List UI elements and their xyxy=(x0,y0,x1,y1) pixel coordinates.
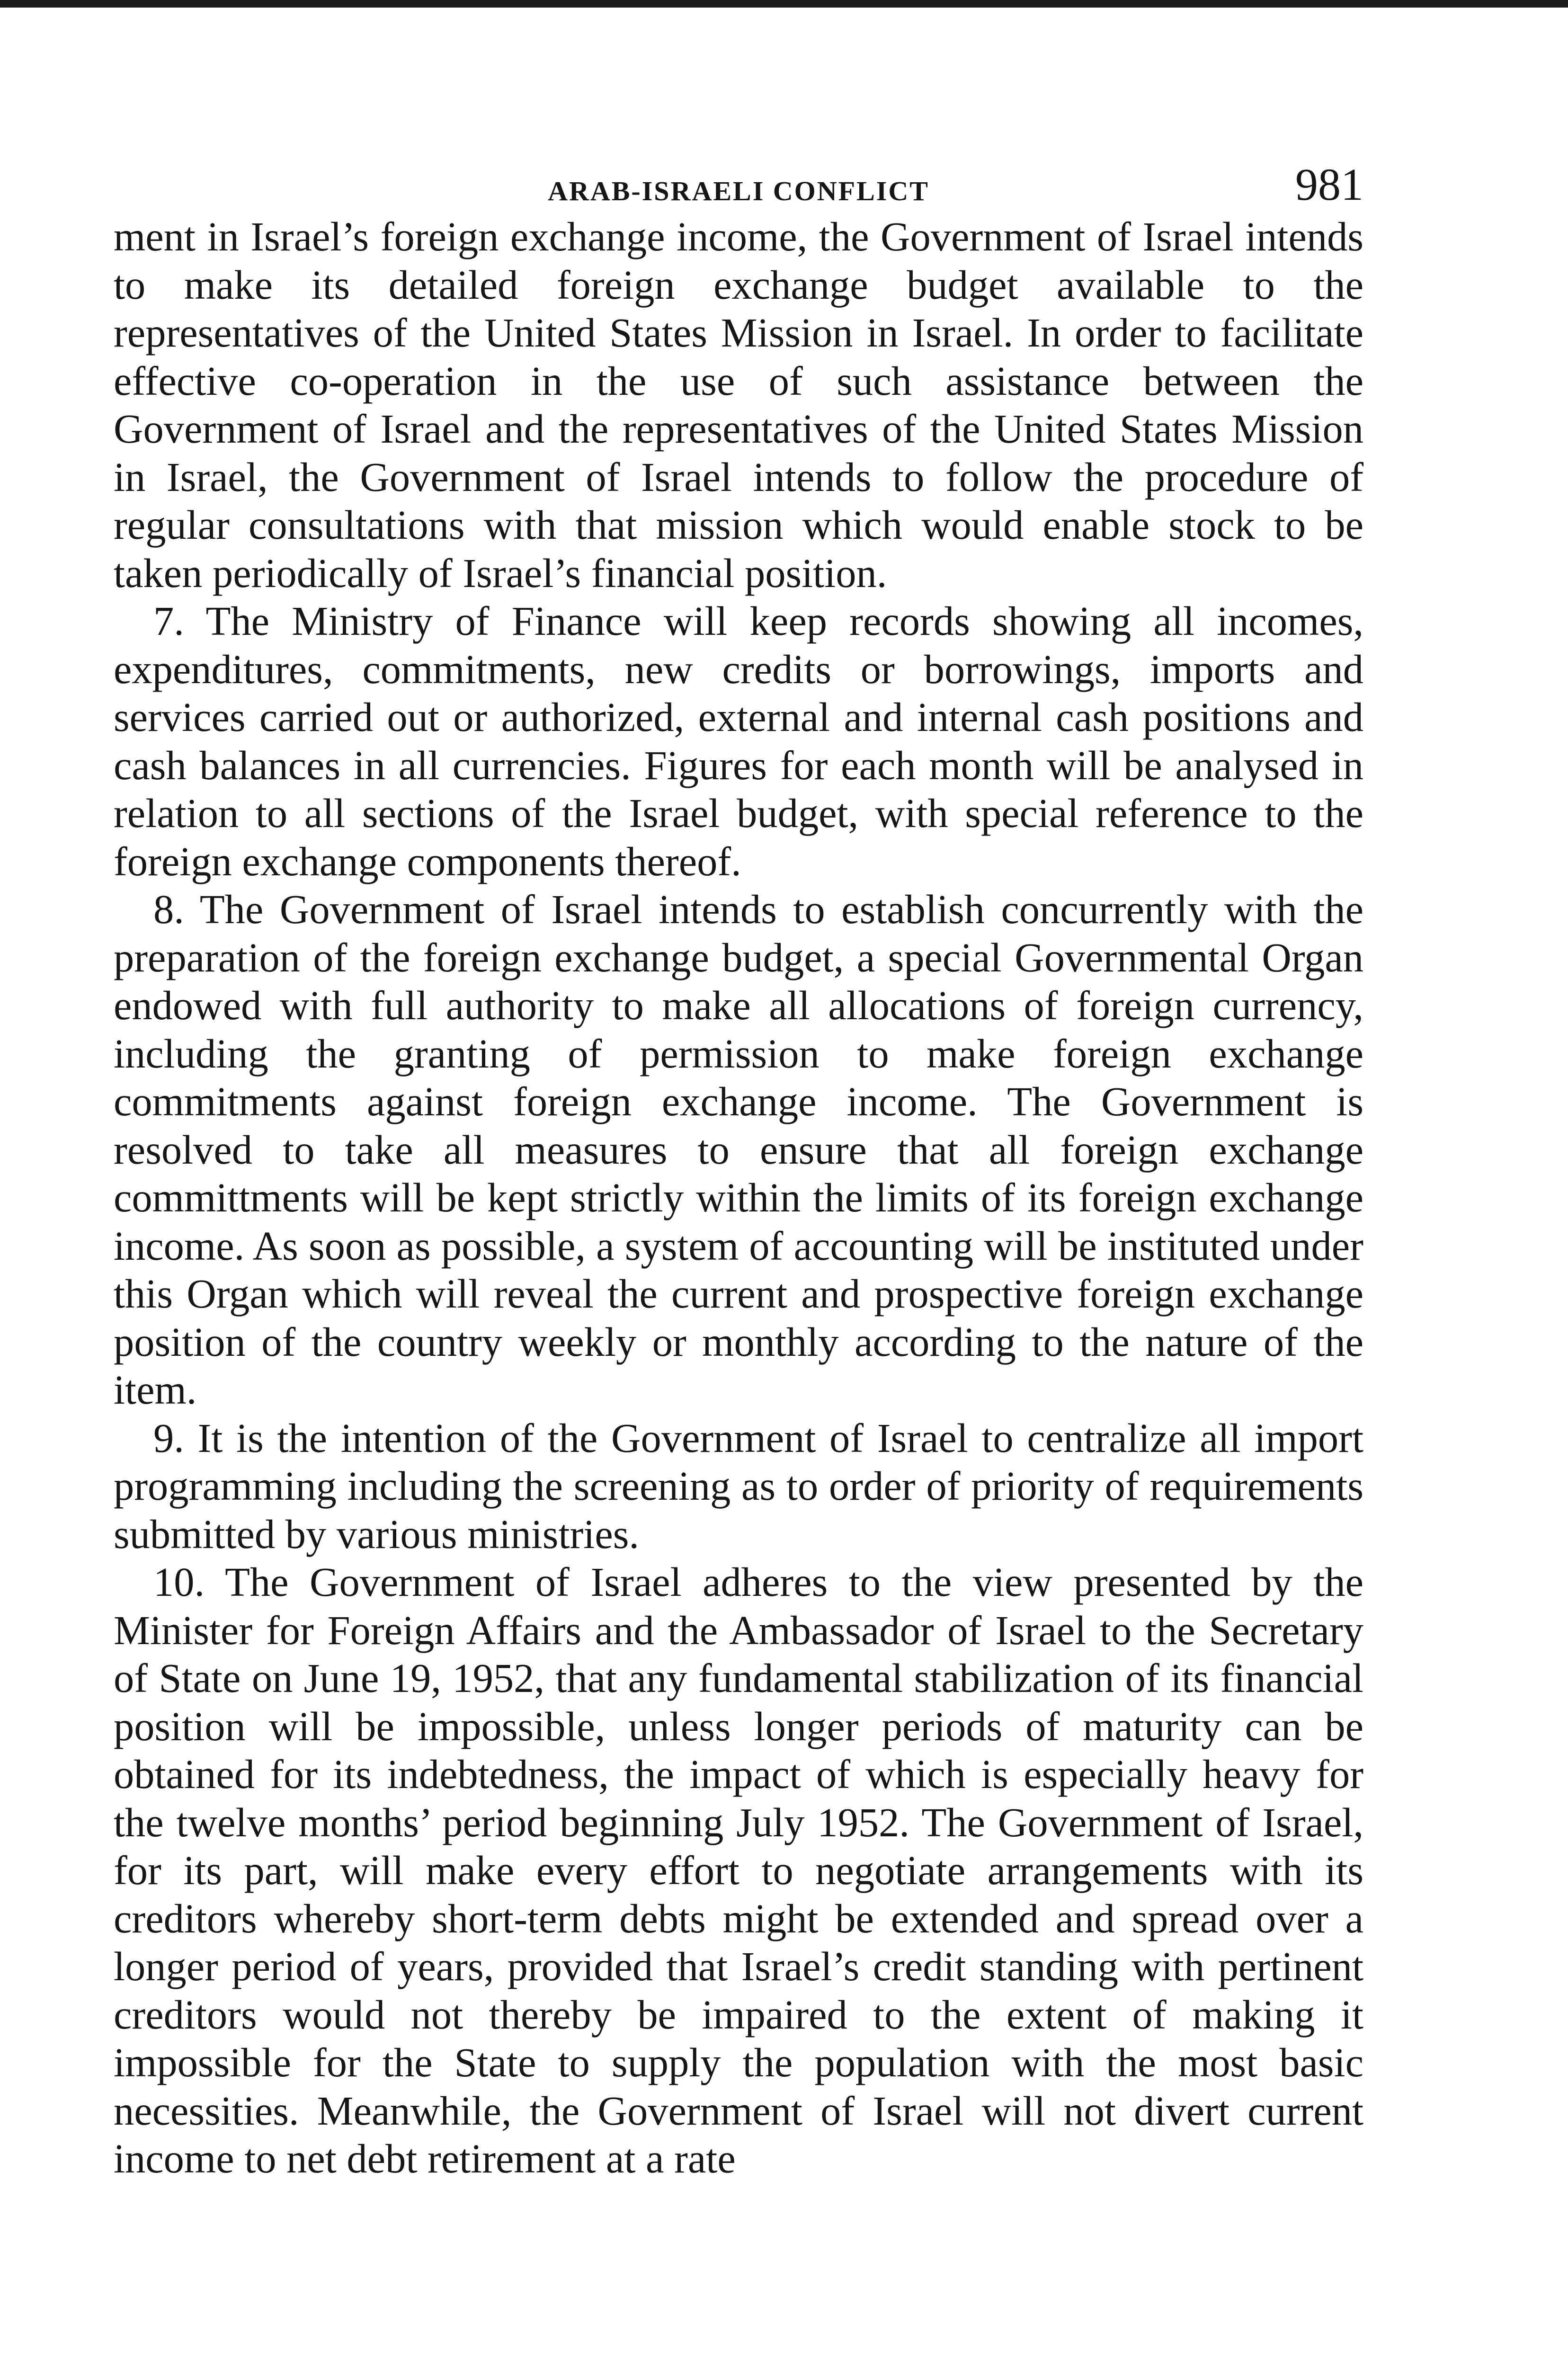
paragraph-continuation: ment in Israel’s foreign exchange income, the Government of Israel intends to make its detailed foreign exchange budget available to the representatives of the United States Mission in Israel. In order to facilitate effective co-operation in the use of such assistance between the Government of Israel and the representatives of the United States Mission in Israel, the Government of Israel intends to follow the procedure of regular consultations with that mission which would enable stock to be taken periodically of Israel’s financial position. xyxy=(114,214,1363,596)
running-header xyxy=(114,151,1363,213)
paragraph-7: 7. The Ministry of Finance will keep records showing all incomes, expenditures, commitments, new credits or borrowings, imports and services carried out or authorized, external and internal cash positions and cash balances in all currencies. Figures for each month will be analysed in relation to all sections of the Israel budget, with special reference to the foreign exchange components thereof. xyxy=(114,598,1363,884)
document-page xyxy=(114,151,1363,2183)
running-title: ARAB-ISRAELI CONFLICT xyxy=(548,176,929,206)
paragraph-8: 8. The Government of Israel intends to establish concurrently with the preparation of the foreign exchange budget, a special Governmental Organ endowed with full authority to make all allocations of foreign currency, including the granting of permission to make foreign exchange commitments against foreign exchange income. The Government is resolved to take all measures to ensure that all foreign exchange committments will be kept strictly within the limits of its foreign exchange income. As soon as possible, a system of accounting will be instituted under this Organ which will reveal the current and prospective foreign exchange position of the country weekly or monthly according to the nature of the item. xyxy=(114,887,1363,1413)
top-border-rule xyxy=(0,0,1568,8)
paragraph-10: 10. The Government of Israel adheres to the view presented by the Minister for Foreign Affairs and the Ambassador of Israel to the Secretary of State on June 19, 1952, that any fundamental stabilization of its financial position will be impossible, unless longer periods of maturity can be obtained for its indebtedness, the impact of which is especially heavy for the twelve months’ period beginning July 1952. The Government of Israel, for its part, will make every effort to negotiate arrangements with its creditors whereby short-term debts might be extended and spread over a longer period of years, provided that Israel’s credit standing with pertinent creditors would not thereby be impaired to the extent of making it impossible for the State to supply the population with the most basic necessities. Meanwhile, the Government of Israel will not divert current income to net debt retirement at a rate xyxy=(114,1559,1363,2181)
body-text xyxy=(114,213,1363,2183)
paragraph-9: 9. It is the intention of the Government of Israel to centralize all import programming including the screening as to order of priority of requirements submitted by various ministries. xyxy=(114,1415,1363,1557)
page-number: 981 xyxy=(1295,159,1363,210)
